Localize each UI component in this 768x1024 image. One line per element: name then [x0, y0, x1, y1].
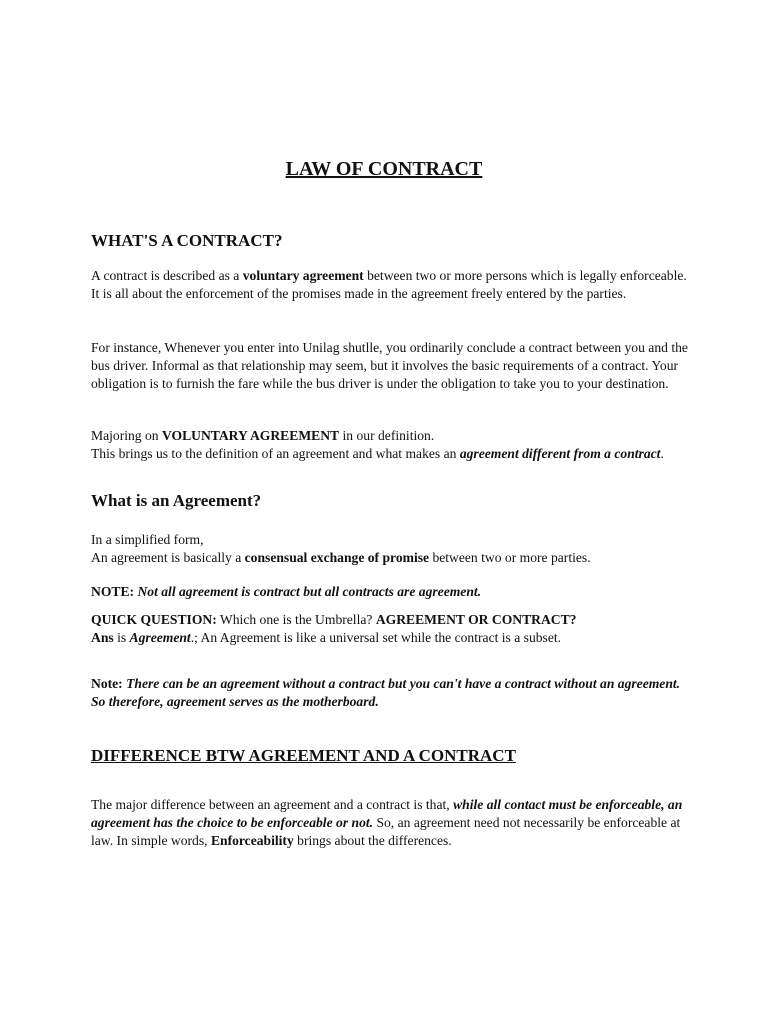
section-heading-what-is-agreement: What is an Agreement? [91, 491, 262, 510]
paragraph-difference [91, 796, 691, 850]
bold-italic-text: while all contact must be enforceable, an agreement has the choice to be enforceable or not. [91, 797, 683, 830]
text-run: A contract is described as a [91, 268, 243, 283]
bold-italic-text: Agreement [129, 630, 191, 645]
note-label: NOTE: [91, 584, 135, 599]
text-run: . [660, 446, 664, 461]
text-run: Which one is the Umbrella? [216, 612, 376, 627]
bold-italic-text: Not all agreement is contract but all contracts are agreement. [134, 584, 482, 599]
answer-label: Ans [91, 630, 114, 645]
text-run: in our definition. [339, 428, 435, 443]
text-run: This brings us to the definition of an agreement and what makes an [91, 446, 460, 461]
bold-text: VOLUNTARY AGREEMENT [161, 428, 340, 443]
bold-text: AGREEMENT OR CONTRACT? [375, 612, 577, 627]
bold-italic-text: There can be an agreement without a contract but you can't have a contract without an agreement. So therefore, agreement serves as the motherboard. [91, 676, 681, 709]
text-run: is [113, 630, 130, 645]
text-run: Majoring on [91, 428, 162, 443]
text-run: So, an agreement need not necessarily be enforceable at law. In simple words, [91, 815, 681, 848]
paragraph-agreement-definition [91, 531, 691, 567]
text-run: In a simplified form, [91, 532, 204, 547]
paragraph-note-motherboard [91, 675, 691, 711]
paragraph-quick-question [91, 611, 691, 647]
note-label: Note: [91, 676, 123, 691]
text-run: .; An Agreement is like a universal set while the contract is a subset. [190, 630, 562, 645]
document-title: LAW OF CONTRACT [285, 158, 483, 180]
paragraph-voluntary-agreement [91, 427, 691, 463]
quick-question-label: QUICK QUESTION: [91, 612, 217, 627]
text-run: between two or more persons which is legally enforceable. It is all about the enforcement of the promises made in the agreement freely entered by the parties. [91, 268, 687, 301]
text-run: The major difference between an agreement and a contract is that, [91, 797, 454, 812]
text-run: between two or more parties. [429, 550, 591, 565]
paragraph-contract-definition [91, 267, 691, 303]
bold-text: consensual exchange of promise [244, 550, 430, 565]
bold-text: voluntary agreement [242, 268, 364, 283]
text-run: An agreement is basically a [91, 550, 245, 565]
paragraph-note [91, 583, 691, 601]
bold-text: Enforceability [210, 833, 294, 848]
paragraph-example: For instance, Whenever you enter into Unilag shutlle, you ordinarily conclude a contract between you and the bus driver. Informal as that relationship may seem, but it involves the basic requirements of a contract. Your obligation is to furnish the fare while the bus driver is under the obligation to take you to your destination. [91, 340, 688, 391]
text-run: brings about the differences. [293, 833, 452, 848]
section-heading-difference: DIFFERENCE BTW AGREEMENT AND A CONTRACT [91, 746, 516, 765]
section-heading-whats-a-contract: WHAT'S A CONTRACT? [91, 231, 283, 250]
bold-italic-text: agreement different from a contract [459, 446, 661, 461]
